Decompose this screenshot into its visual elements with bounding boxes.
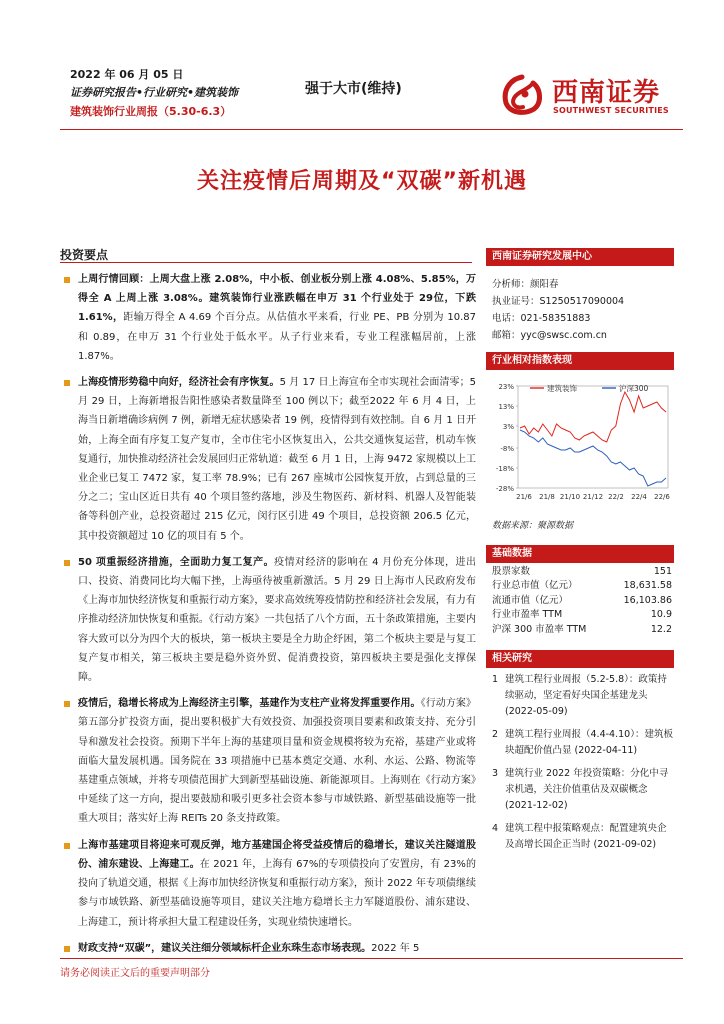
bullet-text: 在 2021 年，上海有 67%的专项债投向了安置房，有 23%的投向了轨道交通，根据《上海市加快经济恢复和重振行动方案》，预计 2022 年专项债继续参与市域铁路、新型基础设施等项目，建议关注地方稳增长主力军隧道股份、浦东建设、上海建工，预计将承担大量工程建设任务，实现业绩快速增长。 bbox=[78, 858, 476, 928]
bullet-item bbox=[62, 553, 476, 687]
bullet-bold: 50 项重振经济措施，全面助力复工复产。 bbox=[78, 556, 275, 568]
y-tick-label: -8% bbox=[500, 445, 514, 453]
basic-data-table bbox=[492, 565, 672, 637]
analyst-phone: 电话：021-58351883 bbox=[492, 313, 591, 324]
x-tick-label: 22/4 bbox=[631, 493, 647, 501]
disclaimer: 请务必阅读正文后的重要声明部分 bbox=[60, 968, 210, 979]
logo-mark-icon bbox=[500, 74, 544, 116]
bullet-bold: 疫情后，稳增长将成为上海经济主引擎，基建作为支柱产业将发挥重要作用。 bbox=[78, 698, 421, 710]
data-label: 沪深 300 市盈率 TTM bbox=[492, 623, 587, 635]
weekly-title: 建筑装饰行业周报（5.30-6.3） bbox=[70, 105, 232, 118]
investment-bullets bbox=[62, 270, 476, 965]
y-tick-label: -28% bbox=[495, 485, 514, 493]
bullet-square-icon bbox=[64, 380, 70, 386]
x-tick-label: 21/8 bbox=[539, 493, 555, 501]
bullet-bold: 上海市基建项目将迎来可观反弹，地方基建国企将受益疫情后的稳增长，建议关注隧道股份、浦东建设、上海建工。 bbox=[78, 839, 476, 870]
data-value: 151 bbox=[653, 566, 672, 577]
bullet-bold: 财政支持“双碳”，建议关注细分领域标杆企业东珠生态市场表现。 bbox=[78, 942, 372, 954]
x-tick-label: 21/12 bbox=[582, 493, 604, 501]
data-row bbox=[492, 608, 672, 622]
data-row bbox=[492, 623, 672, 637]
bullet-square-icon bbox=[64, 843, 70, 849]
data-label: 行业总市值（亿元） bbox=[492, 580, 578, 592]
research-text: 建筑工程行业周报（5.2-5.8）：政策持续驱动，坚定看好央国企基建龙头 (2022-05-09) bbox=[505, 674, 667, 717]
analyst-info bbox=[492, 276, 624, 344]
data-label: 股票家数 bbox=[492, 566, 531, 577]
bullet-text: 距输万得全 A 4.69 个百分点。从估值水平来看，行业 PE、PB 分别为 10.87 和 0.89，在申万 31 个行业处于低水平。从子行业来看，专业工程涨幅居前，上涨 1.87%。 bbox=[78, 312, 476, 362]
bullet-text: 疫情对经济的影响在 4 月份充分体现，进出口、投资、消费同比均大幅下挫，上海亟待被重新激活。5 月 29 日上海市人民政府发布《上海市加快经济恢复和重振行动方案》，要求高效统筹疫情防控和经济社会发展，有力有序推动经济加快恢复和重振。《行动方案》一共包括了八个方面，五十条政策措施，主要内容大致可以分为四个大的板块，第一板块主要是全力助企纾困，第二个板块主要是与复工复产复市相关，第三板块主要是稳外资外贸、促消费投资，第四板块主要是强化支撑保障。 bbox=[78, 556, 476, 684]
header-divider bbox=[60, 129, 683, 130]
investment-heading: 投资要点 bbox=[60, 248, 109, 262]
research-text: 建筑行业 2022 年投资策略：分化中寻求机遇，关注价值重估及双碳概念 (2021-12-02) bbox=[505, 768, 669, 811]
index-heading: 行业相对指数表现 bbox=[486, 352, 674, 370]
bullet-bold: 上周行情回顾：上周大盘上涨 2.08%，中小板、创业板分别上涨 4.08%、5.85%，万得全 A 上周上涨 3.08%。建筑装饰行业涨跌幅在申万 31 个行业处于 29位，下跌 1.61%， bbox=[78, 274, 476, 324]
analyst-email[interactable]: 邮箱：yyc@swsc.com.cn bbox=[492, 330, 607, 341]
analyst-license: 执业证号：S1250517090004 bbox=[492, 296, 625, 307]
data-row bbox=[492, 594, 672, 608]
bullet-item bbox=[62, 694, 476, 828]
bullet-text: 《行动方案》第五部分扩投资方面，提出要积极扩大有效投资、加强投资项目要素和政策支持、充分引导和激发社会投资。预期下半年上海的基建项目量和资金规模将较为充裕，基建产业或将面临大量发展机遇。国务院在 33 项措施中已基本奠定交通、水利、水运、公路、物流等基建重点领域，并将专项债范围扩大到新型基础设施、新能源项目。上海则在《行动方案》中延续了这一方向，提出要鼓励和吸引更多社会资本参与市域铁路、新型基础设施等一批重大项目；落实好上海 REITs 20 条支持政策。 bbox=[78, 698, 477, 825]
research-heading: 相关研究 bbox=[486, 650, 674, 668]
team-heading: 西南证券研究发展中心 bbox=[486, 248, 674, 266]
data-row bbox=[492, 579, 672, 593]
research-item[interactable]: 4 建筑工程中报策略观点：配置建筑央企及高增长国企正当时 (2021-09-02) bbox=[492, 823, 667, 850]
research-item[interactable]: 3 建筑行业 2022 年投资策略：分化中寻求机遇，关注价值重估及双碳概念 (2021-12-02) bbox=[492, 768, 669, 811]
report-date: 2022 年 06 月 05 日 bbox=[70, 68, 184, 81]
page-title: 关注疫情后周期及“双碳”新机遇 bbox=[197, 169, 527, 194]
bullet-square-icon bbox=[64, 701, 70, 707]
bullet-square-icon bbox=[64, 946, 70, 952]
bullet-square-icon bbox=[64, 560, 70, 566]
data-value: 18,631.58 bbox=[623, 580, 672, 592]
company-logo bbox=[500, 70, 680, 122]
research-item[interactable]: 2 建筑工程行业周报（4.4-4.10）：建筑板块超配价值凸显 (2022-04-11) bbox=[492, 729, 673, 756]
data-value: 16,103.86 bbox=[623, 594, 672, 606]
x-tick-label: 21/10 bbox=[559, 493, 581, 501]
investment-divider bbox=[60, 262, 472, 263]
y-tick-label: 3% bbox=[502, 423, 514, 431]
y-tick-label: -18% bbox=[495, 465, 514, 473]
chart-canvas bbox=[486, 372, 674, 512]
bullet-square-icon bbox=[64, 277, 70, 283]
legend-label: 建筑装饰 bbox=[547, 384, 577, 393]
legend-label: 沪深300 bbox=[619, 384, 649, 393]
rating: 强于大市(维持) bbox=[305, 81, 402, 97]
bullet-item bbox=[62, 373, 476, 546]
footer-divider bbox=[60, 958, 683, 959]
data-value: 10.9 bbox=[650, 609, 672, 621]
logo-name-cn: 西南证券 bbox=[552, 78, 661, 108]
research-text: 建筑工程行业周报（4.4-4.10）：建筑板块超配价值凸显 (2022-04-11) bbox=[505, 729, 673, 756]
research-item[interactable]: 1 建筑工程行业周报（5.2-5.8）：政策持续驱动，坚定看好央国企基建龙头 (2022-05-09) bbox=[492, 674, 667, 717]
data-label: 流通市值（亿元） bbox=[492, 594, 569, 606]
y-tick-label: 13% bbox=[498, 403, 514, 411]
logo-name-en: SOUTHWEST SECURITIES bbox=[553, 106, 669, 115]
basic-data-heading: 基础数据 bbox=[486, 545, 674, 563]
bullet-bold: 上海疫情形势稳中向好，经济社会有序恢复。 bbox=[78, 377, 280, 389]
x-tick-label: 21/6 bbox=[516, 493, 532, 501]
data-row bbox=[492, 565, 672, 579]
research-text: 建筑工程中报策略观点：配置建筑央企及高增长国企正当时 (2021-09-02) bbox=[505, 823, 667, 850]
y-tick-label: 23% bbox=[498, 383, 514, 391]
x-tick-label: 22/2 bbox=[608, 493, 624, 501]
bullet-text: 2022 年 5 bbox=[371, 942, 420, 954]
bullet-item bbox=[62, 836, 476, 932]
x-tick-label: 22/6 bbox=[654, 493, 670, 501]
bullet-item bbox=[62, 939, 476, 958]
analyst-name: 分析师：颜阳春 bbox=[492, 279, 559, 290]
relative-index-chart bbox=[486, 372, 674, 512]
chart-source: 数据来源：聚源数据 bbox=[492, 521, 574, 531]
related-research-list bbox=[492, 672, 674, 860]
bullet-text: 5 月 17 日上海宣布全市实现社会面清零；5 月 29 日，上海新增报告阳性感染者数量降至 100 例以下；截至2022 年 6 月 4 日，上海当日新增确诊病例 7 例，新增无症状感染者 19 例，疫情得到有效控制。自 6 月 1 日开始，上海全面有序复工复产复市，全市住宅小区恢复出入，公共交通恢复运营，机动车恢复通行，加快推动经济社会发展回归正常轨道：截至 6 月 1 日，上海 9472 家规模以上工业企业已复工 7472 家，复工率 78.9%；已有 267 座城市公园恢复开放，占到总量的三分之二；宝山区近日共有 40 个项目签约落地，涉及生物医药、新材料、机器人及智能装备等科创产业，总投资超过 215 亿元，闵行区引进 49 个项目，总投资额 206.5 亿元，其中投资额超过 10 亿的项目有 5 个。 bbox=[78, 377, 477, 542]
data-label: 行业市盈率 TTM bbox=[492, 609, 563, 621]
bullet-item bbox=[62, 270, 476, 366]
data-value: 12.2 bbox=[650, 623, 672, 635]
report-type: 证券研究报告•行业研究•建筑装饰 bbox=[70, 86, 239, 99]
